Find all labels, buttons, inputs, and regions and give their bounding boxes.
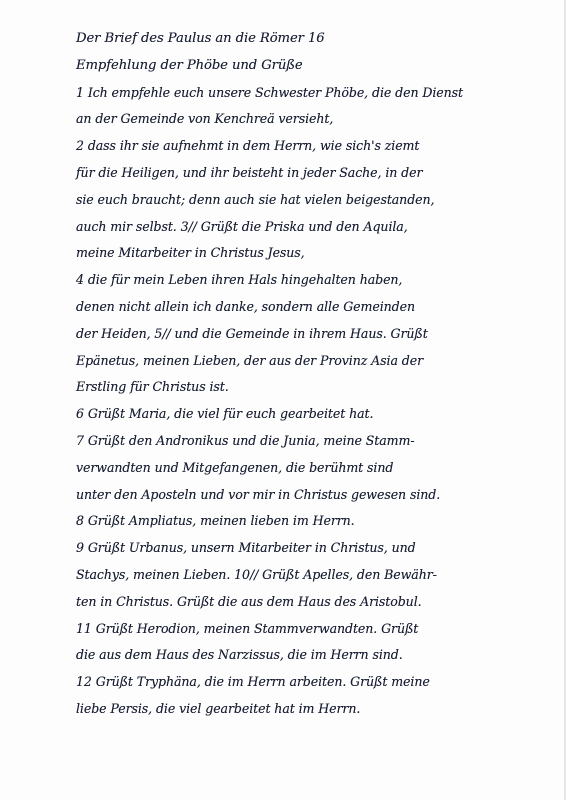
text-line: 6 Grüßt Maria, die viel für euch gearbeitet hat. xyxy=(76,406,374,422)
text-line: 1 Ich empfehle euch unsere Schwester Phöbe, die den Dienst xyxy=(76,84,463,100)
text-line: an der Gemeinde von Kenchreä versieht, xyxy=(76,111,334,127)
text-line: die aus dem Haus des Narzissus, die im Herrn sind. xyxy=(76,647,403,663)
text-line: Epänetus, meinen Lieben, der aus der Provinz Asia der xyxy=(76,352,424,368)
text-line: 8 Grüßt Ampliatus, meinen lieben im Herrn. xyxy=(76,513,355,529)
text-line: 2 dass ihr sie aufnehmt in dem Herrn, wie sich's ziemt xyxy=(76,138,420,154)
page-content xyxy=(76,26,532,723)
text-line: sie euch braucht; denn auch sie hat vielen beigestanden, xyxy=(76,191,435,207)
text-line: Stachys, meinen Lieben. 10// Grüßt Apelles, den Bewähr- xyxy=(76,566,437,582)
text-line: unter den Aposteln und vor mir in Christus gewesen sind. xyxy=(76,486,441,502)
text-line: ten in Christus. Grüßt die aus dem Haus des Aristobul. xyxy=(76,593,422,609)
text-line: denen nicht allein ich danke, sondern alle Gemeinden xyxy=(76,298,415,314)
text-line: liebe Persis, die viel gearbeitet hat im Herrn. xyxy=(76,700,361,716)
text-line: 4 die für mein Leben ihren Hals hingehalten haben, xyxy=(76,272,403,288)
text-line: 9 Grüßt Urbanus, unsern Mitarbeiter in Christus, und xyxy=(76,540,416,556)
text-line: 7 Grüßt den Andronikus und die Junia, meine Stamm- xyxy=(76,432,415,448)
section-heading: Empfehlung der Phöbe und Grüße xyxy=(76,57,303,73)
text-line: auch mir selbst. 3// Grüßt die Priska und den Aquila, xyxy=(76,218,408,234)
text-line: verwandten und Mitgefangenen, die berühmt sind xyxy=(76,459,394,475)
text-line: 11 Grüßt Herodion, meinen Stammverwandten. Grüßt xyxy=(76,620,419,636)
text-line: der Heiden, 5// und die Gemeinde in ihrem Haus. Grüßt xyxy=(76,325,428,341)
text-line: Erstling für Christus ist. xyxy=(76,379,229,395)
text-line: meine Mitarbeiter in Christus Jesus, xyxy=(76,245,305,261)
text-line: 12 Grüßt Tryphäna, die im Herrn arbeiten. Grüßt meine xyxy=(76,674,430,690)
document-title: Der Brief des Paulus an die Römer 16 xyxy=(76,31,325,46)
text-line: für die Heiligen, und ihr beisteht in jeder Sache, in der xyxy=(76,164,423,180)
